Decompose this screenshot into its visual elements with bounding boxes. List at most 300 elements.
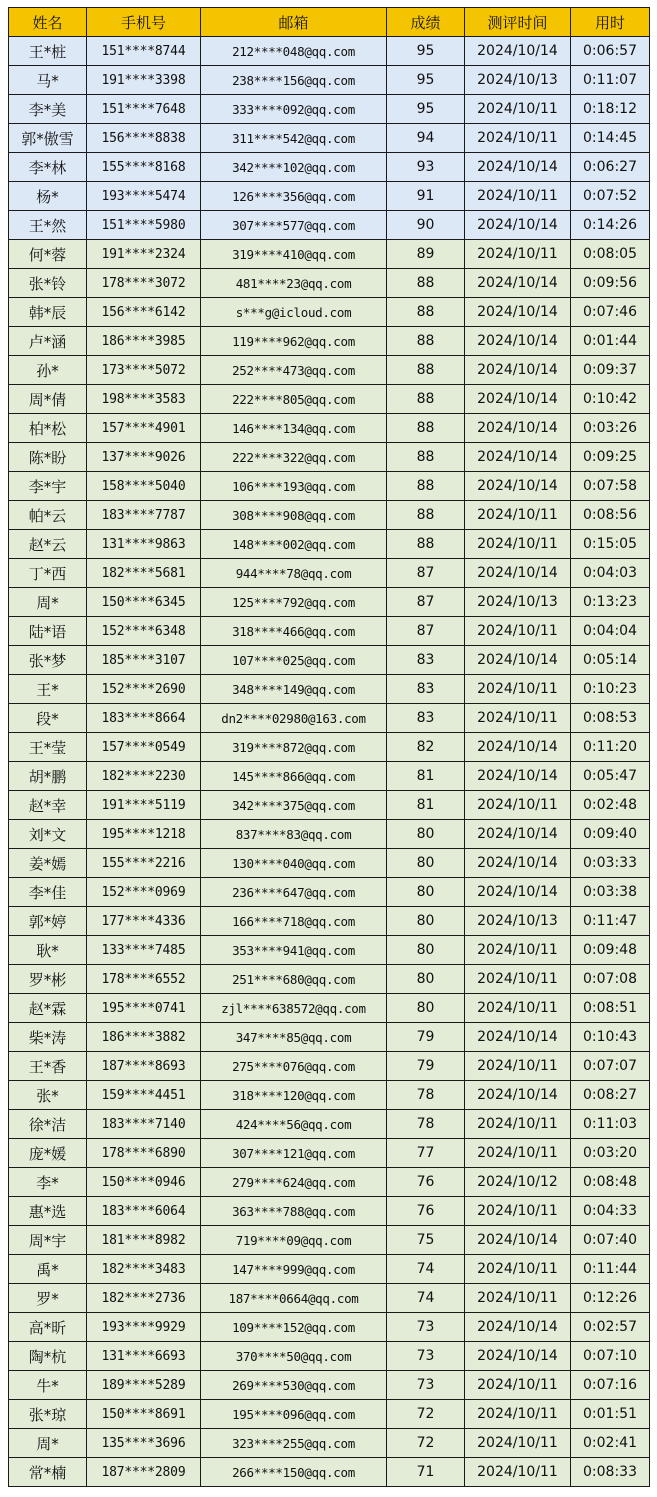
cell-email: 311****542@qq.com <box>201 124 387 153</box>
table-row <box>9 878 650 907</box>
cell-test-date: 2024/10/14 <box>465 849 571 878</box>
cell-phone: 152****2690 <box>87 675 201 704</box>
cell-test-date: 2024/10/14 <box>465 356 571 385</box>
table-row <box>9 559 650 588</box>
cell-score: 72 <box>387 1429 465 1458</box>
table-row <box>9 153 650 182</box>
cell-duration: 0:07:40 <box>571 1226 650 1255</box>
cell-duration: 0:05:14 <box>571 646 650 675</box>
table-row <box>9 588 650 617</box>
table-row <box>9 1139 650 1168</box>
table-row <box>9 211 650 240</box>
table-row <box>9 820 650 849</box>
cell-phone: 156****8838 <box>87 124 201 153</box>
cell-score: 80 <box>387 907 465 936</box>
cell-phone: 173****5072 <box>87 356 201 385</box>
cell-name: 赵*幸 <box>9 791 87 820</box>
cell-name: 柏*松 <box>9 414 87 443</box>
cell-email: 719****09@qq.com <box>201 1226 387 1255</box>
cell-phone: 187****8693 <box>87 1052 201 1081</box>
cell-score: 95 <box>387 66 465 95</box>
cell-score: 95 <box>387 95 465 124</box>
cell-name: 郭*傲雪 <box>9 124 87 153</box>
cell-email: 424****56@qq.com <box>201 1110 387 1139</box>
header-row <box>9 8 650 37</box>
cell-duration: 0:11:07 <box>571 66 650 95</box>
cell-test-date: 2024/10/11 <box>465 124 571 153</box>
cell-email: 109****152@qq.com <box>201 1313 387 1342</box>
cell-email: 342****375@qq.com <box>201 791 387 820</box>
cell-duration: 0:09:37 <box>571 356 650 385</box>
results-sheet <box>8 7 649 1487</box>
cell-name: 李* <box>9 1168 87 1197</box>
cell-email: 106****193@qq.com <box>201 472 387 501</box>
cell-score: 88 <box>387 356 465 385</box>
cell-duration: 0:07:10 <box>571 1342 650 1371</box>
cell-phone: 150****6345 <box>87 588 201 617</box>
cell-email: 236****647@qq.com <box>201 878 387 907</box>
cell-email: 319****410@qq.com <box>201 240 387 269</box>
cell-test-date: 2024/10/14 <box>465 559 571 588</box>
cell-test-date: 2024/10/11 <box>465 1255 571 1284</box>
cell-test-date: 2024/10/14 <box>465 1226 571 1255</box>
cell-name: 高*昕 <box>9 1313 87 1342</box>
cell-duration: 0:09:25 <box>571 443 650 472</box>
table-row <box>9 530 650 559</box>
cell-email: s***g@icloud.com <box>201 298 387 327</box>
cell-score: 80 <box>387 878 465 907</box>
table-row <box>9 1458 650 1487</box>
cell-score: 76 <box>387 1168 465 1197</box>
cell-email: 125****792@qq.com <box>201 588 387 617</box>
cell-email: 222****322@qq.com <box>201 443 387 472</box>
table-row <box>9 1342 650 1371</box>
cell-email: 837****83@qq.com <box>201 820 387 849</box>
cell-duration: 0:12:26 <box>571 1284 650 1313</box>
cell-phone: 177****4336 <box>87 907 201 936</box>
cell-duration: 0:05:47 <box>571 762 650 791</box>
cell-score: 79 <box>387 1023 465 1052</box>
cell-phone: 158****5040 <box>87 472 201 501</box>
cell-name: 李*林 <box>9 153 87 182</box>
cell-score: 88 <box>387 327 465 356</box>
cell-phone: 182****5681 <box>87 559 201 588</box>
cell-email: 266****150@qq.com <box>201 1458 387 1487</box>
cell-phone: 150****8691 <box>87 1400 201 1429</box>
cell-phone: 137****9026 <box>87 443 201 472</box>
cell-test-date: 2024/10/11 <box>465 617 571 646</box>
cell-name: 陆*语 <box>9 617 87 646</box>
cell-score: 83 <box>387 675 465 704</box>
cell-phone: 131****9863 <box>87 530 201 559</box>
cell-phone: 182****2230 <box>87 762 201 791</box>
cell-score: 88 <box>387 269 465 298</box>
cell-phone: 183****7787 <box>87 501 201 530</box>
cell-phone: 195****0741 <box>87 994 201 1023</box>
header-name: 姓名 <box>9 8 87 37</box>
cell-test-date: 2024/10/11 <box>465 501 571 530</box>
cell-email: 130****040@qq.com <box>201 849 387 878</box>
cell-test-date: 2024/10/14 <box>465 414 571 443</box>
cell-name: 王*桩 <box>9 37 87 66</box>
cell-score: 73 <box>387 1371 465 1400</box>
table-row <box>9 1023 650 1052</box>
cell-email: 119****962@qq.com <box>201 327 387 356</box>
cell-email: 342****102@qq.com <box>201 153 387 182</box>
cell-test-date: 2024/10/11 <box>465 1429 571 1458</box>
cell-test-date: 2024/10/14 <box>465 733 571 762</box>
cell-email: 166****718@qq.com <box>201 907 387 936</box>
cell-score: 80 <box>387 994 465 1023</box>
cell-email: 348****149@qq.com <box>201 675 387 704</box>
cell-test-date: 2024/10/11 <box>465 1110 571 1139</box>
cell-duration: 0:13:23 <box>571 588 650 617</box>
table-row <box>9 1400 650 1429</box>
cell-email: 187****0664@qq.com <box>201 1284 387 1313</box>
cell-email: 269****530@qq.com <box>201 1371 387 1400</box>
cell-name: 周* <box>9 1429 87 1458</box>
table-row <box>9 907 650 936</box>
cell-email: dn2****02980@163.com <box>201 704 387 733</box>
cell-name: 王*香 <box>9 1052 87 1081</box>
table-row <box>9 1226 650 1255</box>
cell-score: 83 <box>387 704 465 733</box>
results-table <box>8 7 650 1487</box>
cell-phone: 152****0969 <box>87 878 201 907</box>
cell-test-date: 2024/10/14 <box>465 646 571 675</box>
header-test-date: 测评时间 <box>465 8 571 37</box>
cell-email: 347****85@qq.com <box>201 1023 387 1052</box>
cell-duration: 0:08:33 <box>571 1458 650 1487</box>
cell-score: 74 <box>387 1284 465 1313</box>
cell-email: 944****78@qq.com <box>201 559 387 588</box>
cell-name: 赵*云 <box>9 530 87 559</box>
cell-name: 姜*嫣 <box>9 849 87 878</box>
cell-score: 88 <box>387 501 465 530</box>
cell-test-date: 2024/10/14 <box>465 1342 571 1371</box>
cell-phone: 195****1218 <box>87 820 201 849</box>
cell-test-date: 2024/10/11 <box>465 530 571 559</box>
cell-phone: 183****7140 <box>87 1110 201 1139</box>
cell-duration: 0:08:51 <box>571 994 650 1023</box>
table-row <box>9 965 650 994</box>
cell-test-date: 2024/10/14 <box>465 1081 571 1110</box>
cell-phone: 186****3882 <box>87 1023 201 1052</box>
cell-duration: 0:18:12 <box>571 95 650 124</box>
cell-email: 147****999@qq.com <box>201 1255 387 1284</box>
table-row <box>9 1429 650 1458</box>
table-header <box>9 8 650 37</box>
cell-score: 73 <box>387 1313 465 1342</box>
cell-score: 88 <box>387 472 465 501</box>
cell-score: 87 <box>387 588 465 617</box>
cell-phone: 178****3072 <box>87 269 201 298</box>
cell-score: 72 <box>387 1400 465 1429</box>
cell-phone: 193****9929 <box>87 1313 201 1342</box>
table-row <box>9 1110 650 1139</box>
cell-phone: 193****5474 <box>87 182 201 211</box>
cell-duration: 0:09:56 <box>571 269 650 298</box>
table-row <box>9 240 650 269</box>
cell-duration: 0:10:23 <box>571 675 650 704</box>
cell-duration: 0:07:46 <box>571 298 650 327</box>
cell-name: 刘*文 <box>9 820 87 849</box>
cell-email: 363****788@qq.com <box>201 1197 387 1226</box>
cell-duration: 0:07:16 <box>571 1371 650 1400</box>
table-row <box>9 1313 650 1342</box>
cell-phone: 151****5980 <box>87 211 201 240</box>
table-body <box>9 37 650 1487</box>
cell-phone: 183****8664 <box>87 704 201 733</box>
cell-name: 耿* <box>9 936 87 965</box>
cell-name: 李*佳 <box>9 878 87 907</box>
cell-test-date: 2024/10/11 <box>465 791 571 820</box>
cell-score: 87 <box>387 617 465 646</box>
cell-test-date: 2024/10/14 <box>465 153 571 182</box>
table-row <box>9 1052 650 1081</box>
cell-score: 81 <box>387 762 465 791</box>
cell-score: 81 <box>387 791 465 820</box>
cell-score: 95 <box>387 37 465 66</box>
cell-duration: 0:07:08 <box>571 965 650 994</box>
cell-duration: 0:03:38 <box>571 878 650 907</box>
cell-phone: 191****3398 <box>87 66 201 95</box>
cell-phone: 133****7485 <box>87 936 201 965</box>
cell-duration: 0:14:45 <box>571 124 650 153</box>
cell-test-date: 2024/10/11 <box>465 675 571 704</box>
cell-name: 何*蓉 <box>9 240 87 269</box>
cell-score: 88 <box>387 385 465 414</box>
table-row <box>9 385 650 414</box>
cell-test-date: 2024/10/11 <box>465 1139 571 1168</box>
table-row <box>9 617 650 646</box>
cell-name: 王* <box>9 675 87 704</box>
cell-score: 91 <box>387 182 465 211</box>
cell-duration: 0:02:41 <box>571 1429 650 1458</box>
cell-name: 王*然 <box>9 211 87 240</box>
cell-phone: 198****3583 <box>87 385 201 414</box>
table-row <box>9 95 650 124</box>
cell-test-date: 2024/10/14 <box>465 878 571 907</box>
cell-name: 惠*选 <box>9 1197 87 1226</box>
cell-score: 87 <box>387 559 465 588</box>
cell-name: 李*美 <box>9 95 87 124</box>
cell-email: 145****866@qq.com <box>201 762 387 791</box>
cell-score: 73 <box>387 1342 465 1371</box>
cell-phone: 135****3696 <box>87 1429 201 1458</box>
cell-email: 370****50@qq.com <box>201 1342 387 1371</box>
table-row <box>9 675 650 704</box>
cell-score: 88 <box>387 443 465 472</box>
table-row <box>9 298 650 327</box>
cell-name: 陈*盼 <box>9 443 87 472</box>
cell-phone: 157****0549 <box>87 733 201 762</box>
table-row <box>9 849 650 878</box>
cell-duration: 0:07:07 <box>571 1052 650 1081</box>
cell-email: 279****624@qq.com <box>201 1168 387 1197</box>
cell-phone: 155****8168 <box>87 153 201 182</box>
table-row <box>9 443 650 472</box>
cell-phone: 151****7648 <box>87 95 201 124</box>
cell-test-date: 2024/10/11 <box>465 1400 571 1429</box>
cell-score: 78 <box>387 1110 465 1139</box>
table-row <box>9 269 650 298</box>
cell-duration: 0:03:33 <box>571 849 650 878</box>
cell-phone: 151****8744 <box>87 37 201 66</box>
cell-duration: 0:02:48 <box>571 791 650 820</box>
cell-name: 郭*婷 <box>9 907 87 936</box>
table-row <box>9 1255 650 1284</box>
cell-test-date: 2024/10/14 <box>465 472 571 501</box>
cell-duration: 0:15:05 <box>571 530 650 559</box>
cell-name: 李*宇 <box>9 472 87 501</box>
cell-email: 333****092@qq.com <box>201 95 387 124</box>
cell-test-date: 2024/10/14 <box>465 385 571 414</box>
cell-duration: 0:08:53 <box>571 704 650 733</box>
cell-email: 307****121@qq.com <box>201 1139 387 1168</box>
table-row <box>9 762 650 791</box>
cell-test-date: 2024/10/11 <box>465 1458 571 1487</box>
cell-name: 丁*西 <box>9 559 87 588</box>
cell-test-date: 2024/10/11 <box>465 1052 571 1081</box>
cell-name: 张*梦 <box>9 646 87 675</box>
cell-score: 74 <box>387 1255 465 1284</box>
cell-score: 77 <box>387 1139 465 1168</box>
cell-name: 周* <box>9 588 87 617</box>
cell-score: 88 <box>387 298 465 327</box>
cell-name: 孙* <box>9 356 87 385</box>
cell-name: 周*倩 <box>9 385 87 414</box>
cell-duration: 0:08:56 <box>571 501 650 530</box>
table-row <box>9 791 650 820</box>
cell-email: 252****473@qq.com <box>201 356 387 385</box>
cell-email: zjl****638572@qq.com <box>201 994 387 1023</box>
cell-duration: 0:14:26 <box>571 211 650 240</box>
cell-duration: 0:01:51 <box>571 1400 650 1429</box>
cell-name: 牛* <box>9 1371 87 1400</box>
cell-score: 78 <box>387 1081 465 1110</box>
cell-name: 赵*霖 <box>9 994 87 1023</box>
cell-test-date: 2024/10/11 <box>465 704 571 733</box>
cell-duration: 0:03:26 <box>571 414 650 443</box>
cell-test-date: 2024/10/11 <box>465 182 571 211</box>
cell-email: 318****466@qq.com <box>201 617 387 646</box>
cell-score: 71 <box>387 1458 465 1487</box>
cell-test-date: 2024/10/14 <box>465 37 571 66</box>
table-row <box>9 1197 650 1226</box>
cell-duration: 0:07:52 <box>571 182 650 211</box>
cell-name: 张* <box>9 1081 87 1110</box>
cell-name: 罗*彬 <box>9 965 87 994</box>
cell-email: 222****805@qq.com <box>201 385 387 414</box>
table-row <box>9 1168 650 1197</box>
cell-test-date: 2024/10/14 <box>465 269 571 298</box>
cell-test-date: 2024/10/11 <box>465 965 571 994</box>
cell-phone: 182****3483 <box>87 1255 201 1284</box>
cell-score: 94 <box>387 124 465 153</box>
cell-name: 张*铃 <box>9 269 87 298</box>
cell-name: 韩*辰 <box>9 298 87 327</box>
cell-name: 段* <box>9 704 87 733</box>
cell-name: 罗* <box>9 1284 87 1313</box>
cell-test-date: 2024/10/11 <box>465 1284 571 1313</box>
cell-email: 353****941@qq.com <box>201 936 387 965</box>
cell-score: 93 <box>387 153 465 182</box>
cell-name: 张*琼 <box>9 1400 87 1429</box>
cell-phone: 150****0946 <box>87 1168 201 1197</box>
table-row <box>9 1371 650 1400</box>
table-row <box>9 182 650 211</box>
cell-score: 88 <box>387 414 465 443</box>
table-row <box>9 414 650 443</box>
cell-duration: 0:10:42 <box>571 385 650 414</box>
table-row <box>9 37 650 66</box>
cell-name: 柴*涛 <box>9 1023 87 1052</box>
cell-duration: 0:06:27 <box>571 153 650 182</box>
cell-email: 481****23@qq.com <box>201 269 387 298</box>
cell-email: 146****134@qq.com <box>201 414 387 443</box>
cell-test-date: 2024/10/11 <box>465 936 571 965</box>
cell-duration: 0:01:44 <box>571 327 650 356</box>
table-row <box>9 704 650 733</box>
table-row <box>9 66 650 95</box>
cell-phone: 159****4451 <box>87 1081 201 1110</box>
cell-test-date: 2024/10/11 <box>465 95 571 124</box>
cell-test-date: 2024/10/11 <box>465 1197 571 1226</box>
cell-duration: 0:11:44 <box>571 1255 650 1284</box>
cell-test-date: 2024/10/11 <box>465 994 571 1023</box>
cell-email: 212****048@qq.com <box>201 37 387 66</box>
cell-test-date: 2024/10/11 <box>465 240 571 269</box>
cell-phone: 156****6142 <box>87 298 201 327</box>
table-row <box>9 327 650 356</box>
table-row <box>9 356 650 385</box>
cell-name: 卢*涵 <box>9 327 87 356</box>
cell-duration: 0:10:43 <box>571 1023 650 1052</box>
cell-name: 周*宇 <box>9 1226 87 1255</box>
table-row <box>9 733 650 762</box>
cell-duration: 0:11:03 <box>571 1110 650 1139</box>
cell-duration: 0:04:04 <box>571 617 650 646</box>
cell-duration: 0:04:03 <box>571 559 650 588</box>
cell-duration: 0:08:05 <box>571 240 650 269</box>
cell-name: 王*莹 <box>9 733 87 762</box>
header-phone: 手机号 <box>87 8 201 37</box>
cell-score: 82 <box>387 733 465 762</box>
cell-score: 80 <box>387 965 465 994</box>
cell-email: 195****096@qq.com <box>201 1400 387 1429</box>
cell-email: 126****356@qq.com <box>201 182 387 211</box>
header-duration: 用时 <box>571 8 650 37</box>
cell-phone: 181****8982 <box>87 1226 201 1255</box>
table-row <box>9 124 650 153</box>
table-row <box>9 501 650 530</box>
cell-phone: 157****4901 <box>87 414 201 443</box>
cell-test-date: 2024/10/13 <box>465 66 571 95</box>
cell-score: 89 <box>387 240 465 269</box>
cell-name: 马* <box>9 66 87 95</box>
table-row <box>9 646 650 675</box>
cell-name: 禹* <box>9 1255 87 1284</box>
cell-email: 275****076@qq.com <box>201 1052 387 1081</box>
cell-phone: 178****6890 <box>87 1139 201 1168</box>
cell-email: 323****255@qq.com <box>201 1429 387 1458</box>
table-row <box>9 994 650 1023</box>
cell-duration: 0:02:57 <box>571 1313 650 1342</box>
cell-test-date: 2024/10/14 <box>465 211 571 240</box>
cell-name: 杨* <box>9 182 87 211</box>
cell-email: 107****025@qq.com <box>201 646 387 675</box>
